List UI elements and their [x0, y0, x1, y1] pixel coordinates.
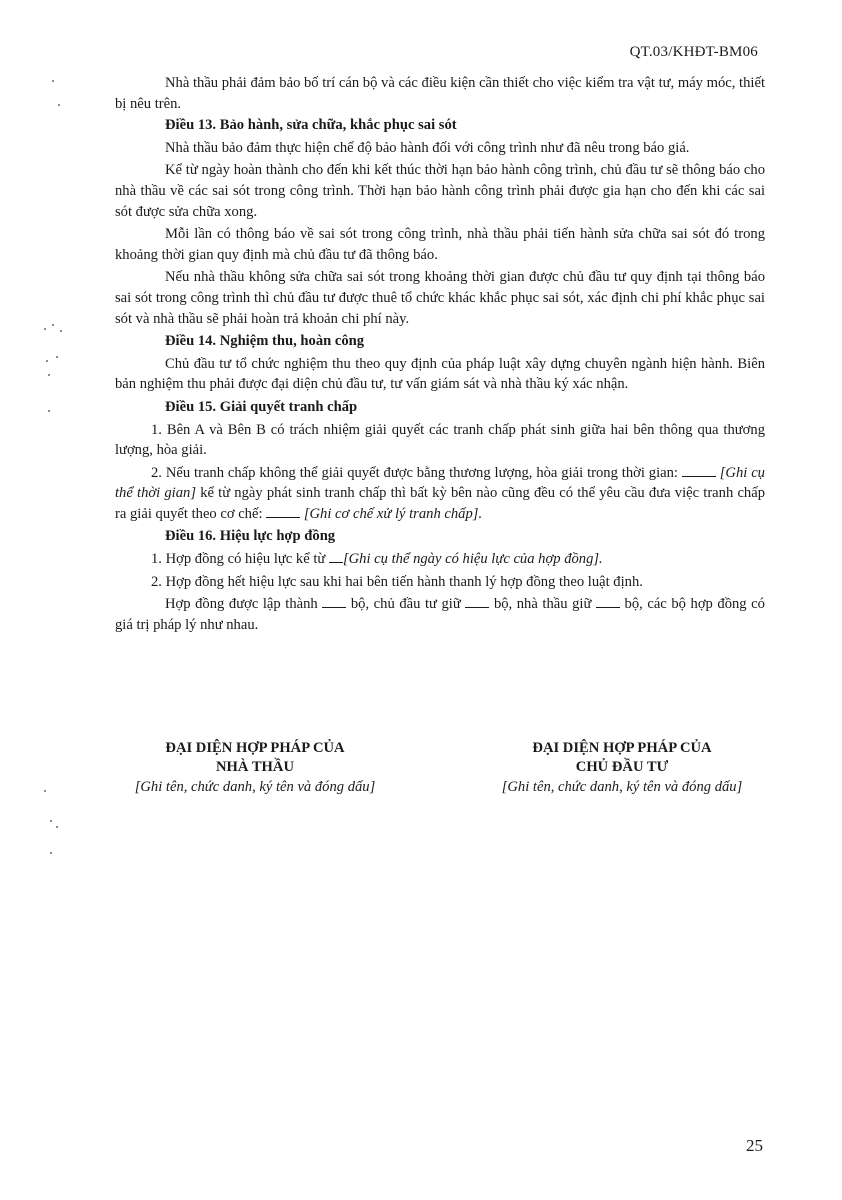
article-16-paragraph-1 [115, 549, 765, 570]
speck [52, 324, 54, 326]
document-code: QT.03/KHĐT-BM06 [629, 44, 758, 60]
article-13-paragraph-3: Mỗi lần có thông báo về sai sót trong công trình, nhà thầu phải tiến hành sửa chữa sai sót đó trong khoảng thời gian quy định mà chủ đầu tư đã thông báo. [115, 226, 765, 263]
article-16-p3-text-b: bộ, chủ đầu tư giữ [350, 596, 461, 613]
article-13-paragraph-4: Nếu nhà thầu không sửa chữa sai sót trong khoảng thời gian được chủ đầu tư quy định tại thông báo sai sót trong công trình thì chủ đầu tư được thuê tổ chức khác khắc phục sai sót, xác định chi phí khắc phục sai sót và nhà thầu sẽ phải hoàn trả khoản chi phí này. [115, 269, 765, 327]
speck [52, 80, 54, 82]
contractor-signature-note: [Ghi tên, chức danh, ký tên và đóng dấu] [134, 779, 376, 795]
paragraph-inspection: Nhà thầu phải đảm bảo bố trí cán bộ và các điều kiện cần thiết cho việc kiểm tra vật tư, máy móc, thiết bị nêu trên. [115, 75, 765, 112]
speck [46, 360, 48, 362]
speck [48, 410, 50, 412]
speck [44, 328, 46, 330]
article-15-p2-text-c: kể từ ngày phát sinh tranh chấp thì bất kỳ bên nào cũng đều có thể yêu cầu đưa việc tranh chấp ra giải quyết theo cơ chế: [115, 485, 765, 522]
article-16-p1-placeholder: [Ghi cụ thể ngày có hiệu lực của hợp đồng]. [342, 551, 603, 568]
article-16-p3-text-a: Hợp đồng được lập thành [165, 596, 318, 613]
blank-field [266, 504, 300, 518]
speck [50, 820, 52, 822]
blank-field [465, 594, 489, 608]
article-15-heading: Điều 15. Giải quyết tranh chấp [165, 398, 358, 415]
article-14-paragraph-1: Chủ đầu tư tổ chức nghiệm thu theo quy định của pháp luật xây dựng chuyên ngành hiện hành. Biên bản nghiệm thu phải được đại diện chủ đầu tư, tư vấn giám sát và nhà thầu ký xác nhận. [115, 355, 765, 393]
page-number: 25 [746, 1136, 763, 1155]
contractor-signature-title-2: NHÀ THẦU [216, 759, 294, 775]
article-16-paragraph-3 [115, 594, 765, 635]
article-14-heading: Điều 14. Nghiệm thu, hoàn công [165, 333, 365, 350]
speck [56, 826, 58, 828]
document-body [115, 73, 765, 637]
signature-block-investor [472, 739, 772, 797]
article-16-p1-text: 1. Hợp đồng có hiệu lực kể từ [151, 551, 326, 568]
investor-signature-title-1: ĐẠI DIỆN HỢP PHÁP CỦA [532, 740, 712, 756]
article-16-p3-text-d: bộ, các bộ hợp đồng có giá trị pháp lý như nhau. [115, 596, 765, 633]
signature-block-contractor [105, 739, 405, 797]
blank-field [329, 549, 343, 563]
article-15-p2-placeholder-mechanism: [Ghi cơ chế xử lý tranh chấp]. [303, 505, 483, 522]
article-16-p3-text-c: bộ, nhà thầu giữ [493, 596, 592, 613]
blank-field [322, 594, 346, 608]
speck [48, 374, 50, 376]
article-15-p2-text-a: 2. Nếu tranh chấp không thể giải quyết được bằng thương lượng, hòa giải trong thời gian: [151, 464, 678, 481]
article-15-p2-placeholder-time: [Ghi cụ thể thời gian] [115, 464, 765, 502]
speck [44, 790, 46, 792]
speck [60, 330, 62, 332]
contractor-signature-title-1: ĐẠI DIỆN HỢP PHÁP CỦA [165, 740, 345, 756]
article-13-paragraph-2: Kể từ ngày hoàn thành cho đến khi kết thúc thời hạn bảo hành công trình, chủ đầu tư sẽ thông báo cho nhà thầu về các sai sót trong công trình. Thời hạn bảo hành công trình phải được gia hạn cho đến khi các sai sót được sửa chữa xong. [115, 162, 765, 220]
investor-signature-note: [Ghi tên, chức danh, ký tên và đóng dấu] [501, 779, 743, 795]
speck [50, 852, 52, 854]
speck [58, 104, 60, 106]
article-15-paragraph-1: 1. Bên A và Bên B có trách nhiệm giải quyết các tranh chấp phát sinh giữa hai bên thông qua thương lượng, hòa giải. [115, 421, 765, 459]
blank-field [596, 594, 620, 608]
investor-signature-title-2: CHỦ ĐẦU TƯ [575, 759, 669, 775]
blank-field [682, 463, 716, 477]
article-13-heading: Điều 13. Bảo hành, sửa chữa, khắc phục sai sót [165, 117, 457, 134]
speck [56, 356, 58, 358]
article-15-paragraph-2 [115, 463, 765, 525]
article-16-paragraph-2: 2. Hợp đồng hết hiệu lực sau khi hai bên tiến hành thanh lý hợp đồng theo luật định. [151, 573, 643, 590]
article-16-heading: Điều 16. Hiệu lực hợp đồng [165, 528, 336, 545]
article-13-paragraph-1: Nhà thầu bảo đảm thực hiện chế độ bảo hành đối với công trình như đã nêu trong báo giá. [165, 139, 690, 156]
